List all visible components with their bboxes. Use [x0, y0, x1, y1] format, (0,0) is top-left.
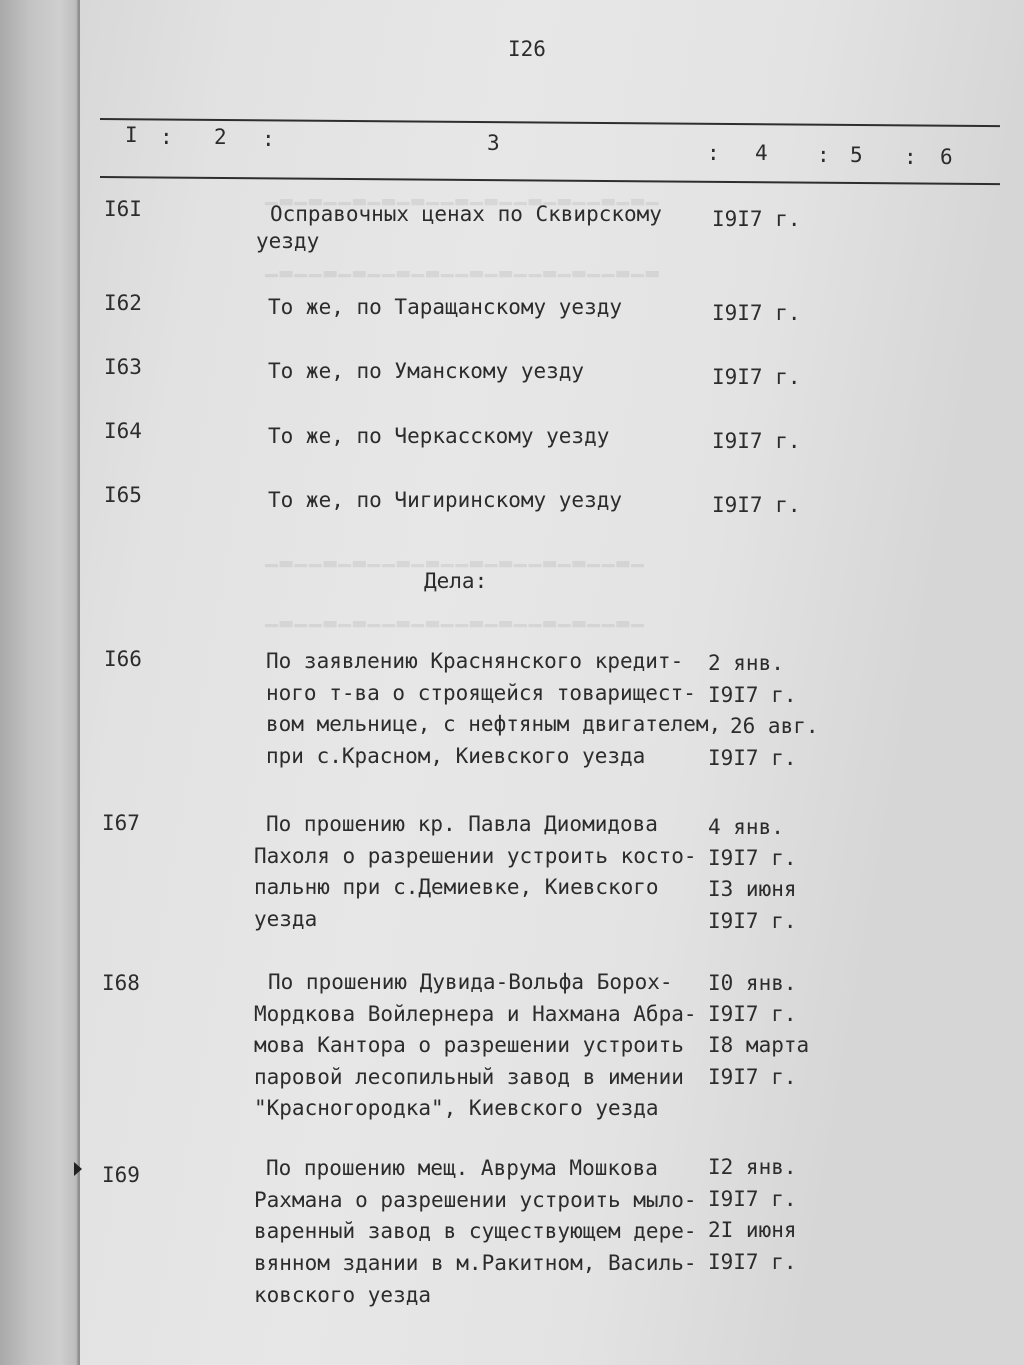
row-description-line: По заявлению Краснянского кредит- — [266, 649, 684, 673]
row-date: 26 авг. — [730, 714, 819, 738]
binding-gutter — [0, 0, 78, 1365]
row-description-line: уезду — [256, 229, 320, 253]
bleed-through: ▁▂▁▁▂▁▂▁▁▂▁▂▁▁▂▁▂▁▁▂▁▂▁▁▂▁ — [265, 603, 646, 627]
header-col-5: 5 — [850, 143, 863, 167]
row-date: I9I7 г. — [712, 429, 801, 453]
row-date: I3 июня — [708, 877, 797, 901]
row-date: I0 янв. — [708, 971, 797, 995]
row-description-line: По прошению Дувида-Вольфа Борох- — [268, 970, 673, 994]
row-description-line: мова Кантора о разрешении устроить — [254, 1033, 684, 1057]
row-description-line: ного т-ва о строящейся товарищест- — [266, 681, 696, 705]
header-separator: : — [904, 145, 917, 169]
row-date: I8 марта — [708, 1033, 810, 1057]
row-description-line: Пахоля о разрешении устроить косто- — [254, 844, 697, 868]
header-col-3: 3 — [487, 131, 500, 155]
row-description-line: То же, по Черкасскому уезду — [268, 424, 610, 448]
row-date: I9I7 г. — [712, 493, 801, 517]
row-date: 2I июня — [708, 1218, 797, 1242]
row-number: I6I — [104, 197, 142, 221]
row-description-line: Мордкова Войлернера и Нахмана Абра- — [254, 1002, 697, 1026]
row-description-line: вом мельнице, с нефтяным двигателем, — [266, 712, 722, 736]
row-number: I68 — [102, 971, 140, 995]
row-date: I9I7 г. — [712, 365, 801, 389]
row-description-line: паровой лесопильный завод в имении — [254, 1065, 684, 1089]
row-description-line: "Красногородка", Киевского уезда — [254, 1096, 659, 1120]
row-date: 4 янв. — [708, 815, 784, 839]
row-date: I9I7 г. — [712, 301, 801, 325]
row-date: I2 янв. — [708, 1155, 797, 1179]
margin-bullet-mark — [74, 1162, 82, 1176]
row-number: I64 — [104, 419, 142, 443]
header-separator: : — [817, 143, 830, 167]
header-separator: : — [707, 141, 720, 165]
row-description-line: пальню при с.Демиевке, Киевского — [254, 875, 659, 899]
row-number: I63 — [104, 355, 142, 379]
bleed-through: ▁▂▁▁▂▁▂▁▁▂▁▂▁▁▂▁▂▁▁▂▁▂▁▁▂▁▂ — [265, 253, 661, 277]
row-number: I65 — [104, 483, 142, 507]
row-date: I9I7 г. — [708, 683, 797, 707]
row-description-line: То же, по Таращанскому уезду — [268, 295, 623, 319]
bleed-through: ▁▂▁▂▁▁▂▁▂▁▂▁▁▂▁▂▁▁▂▁▂▁▁▂▁▂▁ — [265, 181, 661, 205]
row-description-line: Осправочных ценах по Сквирскому — [270, 202, 662, 226]
row-date: I9I7 г. — [708, 909, 797, 933]
row-number: I67 — [102, 811, 140, 835]
header-col-1: I — [125, 123, 138, 147]
row-description-line: По прошению кр. Павла Диомидова — [266, 812, 658, 836]
header-col-2: 2 — [214, 125, 227, 149]
row-description-line: Рахмана о разрешении устроить мыло- — [254, 1188, 697, 1212]
row-date: I9I7 г. — [708, 746, 797, 770]
header-col-6: 6 — [940, 145, 953, 169]
page-edge — [78, 0, 80, 1365]
row-description-line: вянном здании в м.Ракитном, Василь- — [254, 1251, 697, 1275]
section-heading: Дела: — [424, 569, 488, 593]
row-date: I9I7 г. — [708, 1002, 797, 1026]
header-col-4: 4 — [755, 141, 768, 165]
row-date: I9I7 г. — [708, 846, 797, 870]
row-description-line: при с.Красном, Киевского уезда — [266, 744, 646, 768]
row-date: 2 янв. — [708, 651, 784, 675]
row-description-line: варенный завод в существующем дере- — [254, 1219, 697, 1243]
page-number: I26 — [508, 37, 546, 61]
row-description-line: уезда — [254, 907, 318, 931]
row-number: I66 — [104, 647, 142, 671]
row-description-line: ковского уезда — [254, 1283, 432, 1307]
header-separator: : — [160, 125, 173, 149]
row-date: I9I7 г. — [708, 1250, 797, 1274]
row-description-line: То же, по Уманскому уезду — [268, 359, 585, 383]
header-separator: : — [262, 127, 275, 151]
row-description-line: По прошению мещ. Аврума Мошкова — [266, 1156, 658, 1180]
header-top-rule — [100, 118, 1000, 127]
row-number: I62 — [104, 291, 142, 315]
row-date: I9I7 г. — [708, 1187, 797, 1211]
row-date: I9I7 г. — [708, 1065, 797, 1089]
row-description-line: То же, по Чигиринскому уезду — [268, 488, 623, 512]
row-date: I9I7 г. — [712, 207, 801, 231]
row-number: I69 — [102, 1163, 140, 1187]
bleed-through: ▁▂▁▁▂▁▂▁▁▂▁▂▁▁▂▁▂▁▁▂▁▂▁▁▂▁ — [265, 543, 646, 567]
